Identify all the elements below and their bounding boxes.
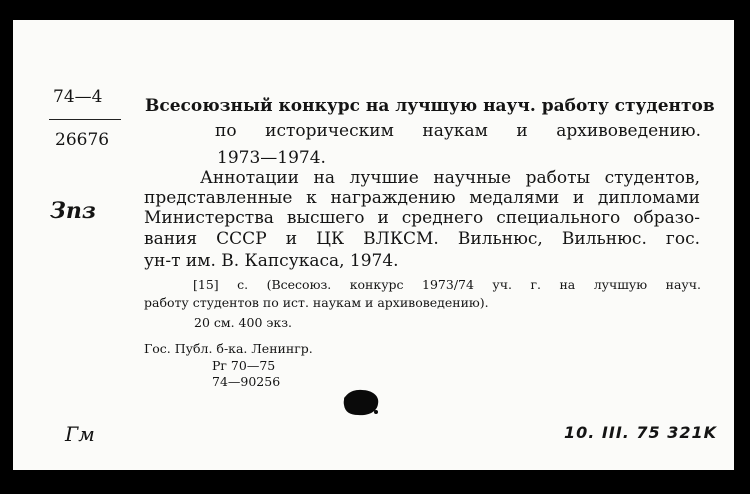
collation-line: 20 см. 400 экз. — [194, 315, 292, 330]
call-number-divider — [49, 119, 121, 120]
collation-line: [15] с. (Всесоюз. конкурс 1973/74 уч. г. на лучшую науч. — [193, 277, 701, 292]
card-title-line2: по историческим наукам и архивоведению. — [215, 121, 701, 141]
handwritten-date: 10. III. 75 321K — [564, 423, 718, 442]
card-title-line1: Всесоюзный конкурс на лучшую науч. работу студентов — [145, 96, 715, 116]
annotation-line: вания СССР и ЦК ВЛКСМ. Вильнюс, Вильнюс. гос. — [144, 229, 700, 249]
annotation-line: представленные к награждению медалями и дипломами — [144, 188, 700, 208]
call-number-top: 74—4 — [53, 87, 103, 107]
annotation-line: Аннотации на лучшие научные работы студентов, — [200, 168, 700, 188]
holding-code: 74—90256 — [212, 374, 281, 389]
card-title-line3: 1973—1974. — [217, 148, 326, 168]
annotation-line: Министерства высшего и среднего специального образо- — [144, 208, 700, 228]
collation-line: работу студентов по ист. наукам и архивоведению). — [144, 295, 489, 310]
call-number-bottom: 26676 — [55, 130, 110, 150]
handwritten-mark: Зпз — [50, 198, 96, 224]
handwritten-mark: Гм — [65, 422, 95, 446]
holding-library: Гос. Публ. б-ка. Ленингр. — [144, 341, 313, 356]
ink-blot — [338, 385, 384, 419]
catalog-card — [13, 20, 734, 470]
holding-code: Рг 70—75 — [212, 358, 276, 373]
annotation-line: ун-т им. В. Капсукаса, 1974. — [144, 251, 399, 271]
